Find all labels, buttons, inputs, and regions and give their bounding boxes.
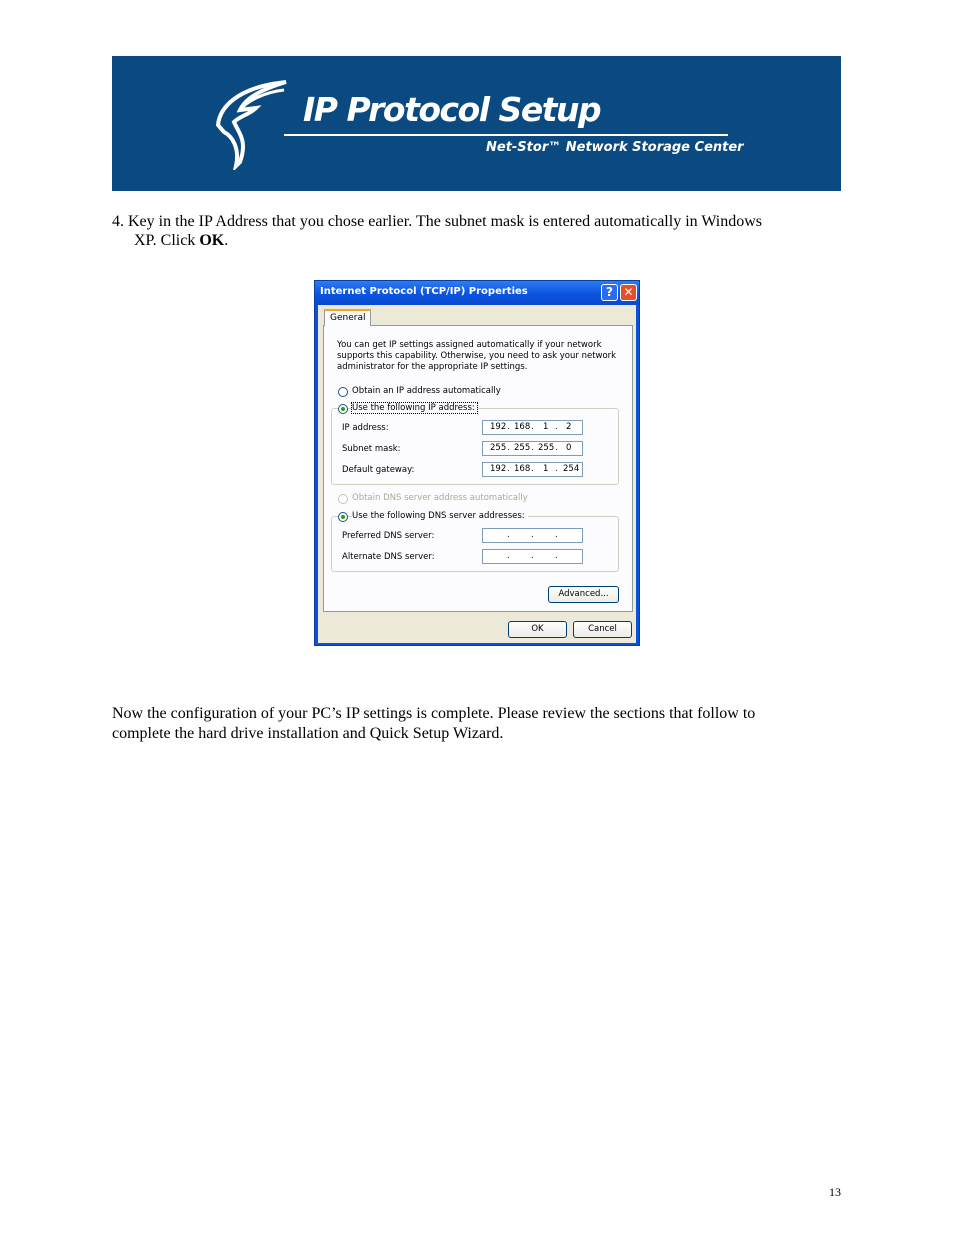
obtain-dns-radio[interactable]: [338, 494, 348, 504]
default-gateway-field[interactable]: [482, 462, 583, 477]
pdns-dot-1: .: [507, 530, 510, 540]
ip-octet-1: 192: [490, 422, 507, 432]
adns-dot-2: .: [531, 551, 534, 561]
page-number: 13: [829, 1185, 841, 1199]
ok-emphasis: OK: [199, 232, 225, 249]
step-instruction: [112, 212, 832, 250]
ip-octet-4: 2: [566, 422, 572, 432]
mask-octet-2: 255: [514, 443, 531, 453]
ok-button[interactable]: OK: [508, 621, 567, 638]
subnet-mask-label: Subnet mask:: [342, 444, 401, 454]
header-banner: [112, 56, 841, 191]
ip-octet-3: 1: [543, 422, 549, 432]
ip-address-label: IP address:: [342, 423, 389, 433]
use-ip-label[interactable]: Use the following IP address:: [352, 403, 475, 413]
gw-octet-3: 1: [543, 464, 549, 474]
gw-dot-1: .: [507, 464, 510, 474]
mask-octet-1: 255: [490, 443, 507, 453]
ip-dot-1: .: [507, 422, 510, 432]
mask-octet-3: 255: [538, 443, 555, 453]
obtain-ip-label[interactable]: Obtain an IP address automatically: [352, 386, 501, 396]
ip-address-field[interactable]: [482, 420, 583, 435]
step-line-2-end: .: [224, 232, 229, 249]
info-text: You can get IP settings assigned automatically if your network supports this capability. Otherwise, you need to ask your network administrator for the appropriate IP settings.: [337, 340, 617, 372]
alternate-dns-label: Alternate DNS server:: [342, 552, 435, 562]
mask-dot-3: .: [555, 443, 558, 453]
banner-rule: [284, 134, 728, 136]
step-line-1: 4. Key in the IP Address that you chose earlier. The subnet mask is entered automatically in Windows: [112, 213, 763, 230]
pdns-dot-3: .: [555, 530, 558, 540]
use-dns-label[interactable]: Use the following DNS server addresses:: [352, 511, 528, 521]
adns-dot-1: .: [507, 551, 510, 561]
gw-octet-2: 168: [514, 464, 531, 474]
pdns-dot-2: .: [531, 530, 534, 540]
help-button[interactable]: ?: [601, 284, 618, 301]
general-panel: [323, 325, 633, 612]
mask-dot-1: .: [507, 443, 510, 453]
use-dns-radio[interactable]: [338, 512, 348, 522]
use-ip-radio[interactable]: [338, 404, 348, 414]
ip-octet-2: 168: [514, 422, 531, 432]
adns-dot-3: .: [555, 551, 558, 561]
mask-dot-2: .: [531, 443, 534, 453]
tcpip-properties-dialog: [314, 280, 640, 646]
summary-line-1: Now the configuration of your PC’s IP settings is complete. Please review the sections that follow to: [112, 705, 756, 722]
summary-paragraph: [112, 704, 832, 744]
ip-dot-3: .: [555, 422, 558, 432]
banner-subtitle: Net-Stor™ Network Storage Center: [486, 140, 744, 155]
banner-title: IP Protocol Setup: [303, 90, 601, 129]
gw-octet-4: 254: [563, 464, 580, 474]
eagle-logo-icon: [210, 70, 290, 170]
preferred-dns-label: Preferred DNS server:: [342, 531, 435, 541]
step-line-2: [112, 231, 832, 250]
subnet-mask-field[interactable]: [482, 441, 583, 456]
default-gateway-label: Default gateway:: [342, 465, 415, 475]
dialog-titlebar: [315, 281, 639, 305]
alternate-dns-field[interactable]: [482, 549, 583, 564]
advanced-button[interactable]: Advanced...: [548, 586, 619, 603]
dialog-client: [318, 305, 636, 643]
close-button[interactable]: ✕: [620, 284, 637, 301]
gw-dot-3: .: [555, 464, 558, 474]
obtain-ip-radio[interactable]: [338, 387, 348, 397]
ip-dot-2: .: [531, 422, 534, 432]
preferred-dns-field[interactable]: [482, 528, 583, 543]
mask-octet-4: 0: [566, 443, 572, 453]
step-line-2-text: XP. Click: [134, 232, 200, 249]
gw-dot-2: .: [531, 464, 534, 474]
obtain-dns-label[interactable]: Obtain DNS server address automatically: [352, 493, 528, 503]
tab-general[interactable]: General: [324, 309, 371, 326]
cancel-button[interactable]: Cancel: [573, 621, 632, 638]
gw-octet-1: 192: [490, 464, 507, 474]
dialog-title: Internet Protocol (TCP/IP) Properties: [320, 286, 528, 297]
summary-line-2: complete the hard drive installation and Quick Setup Wizard.: [112, 725, 504, 742]
